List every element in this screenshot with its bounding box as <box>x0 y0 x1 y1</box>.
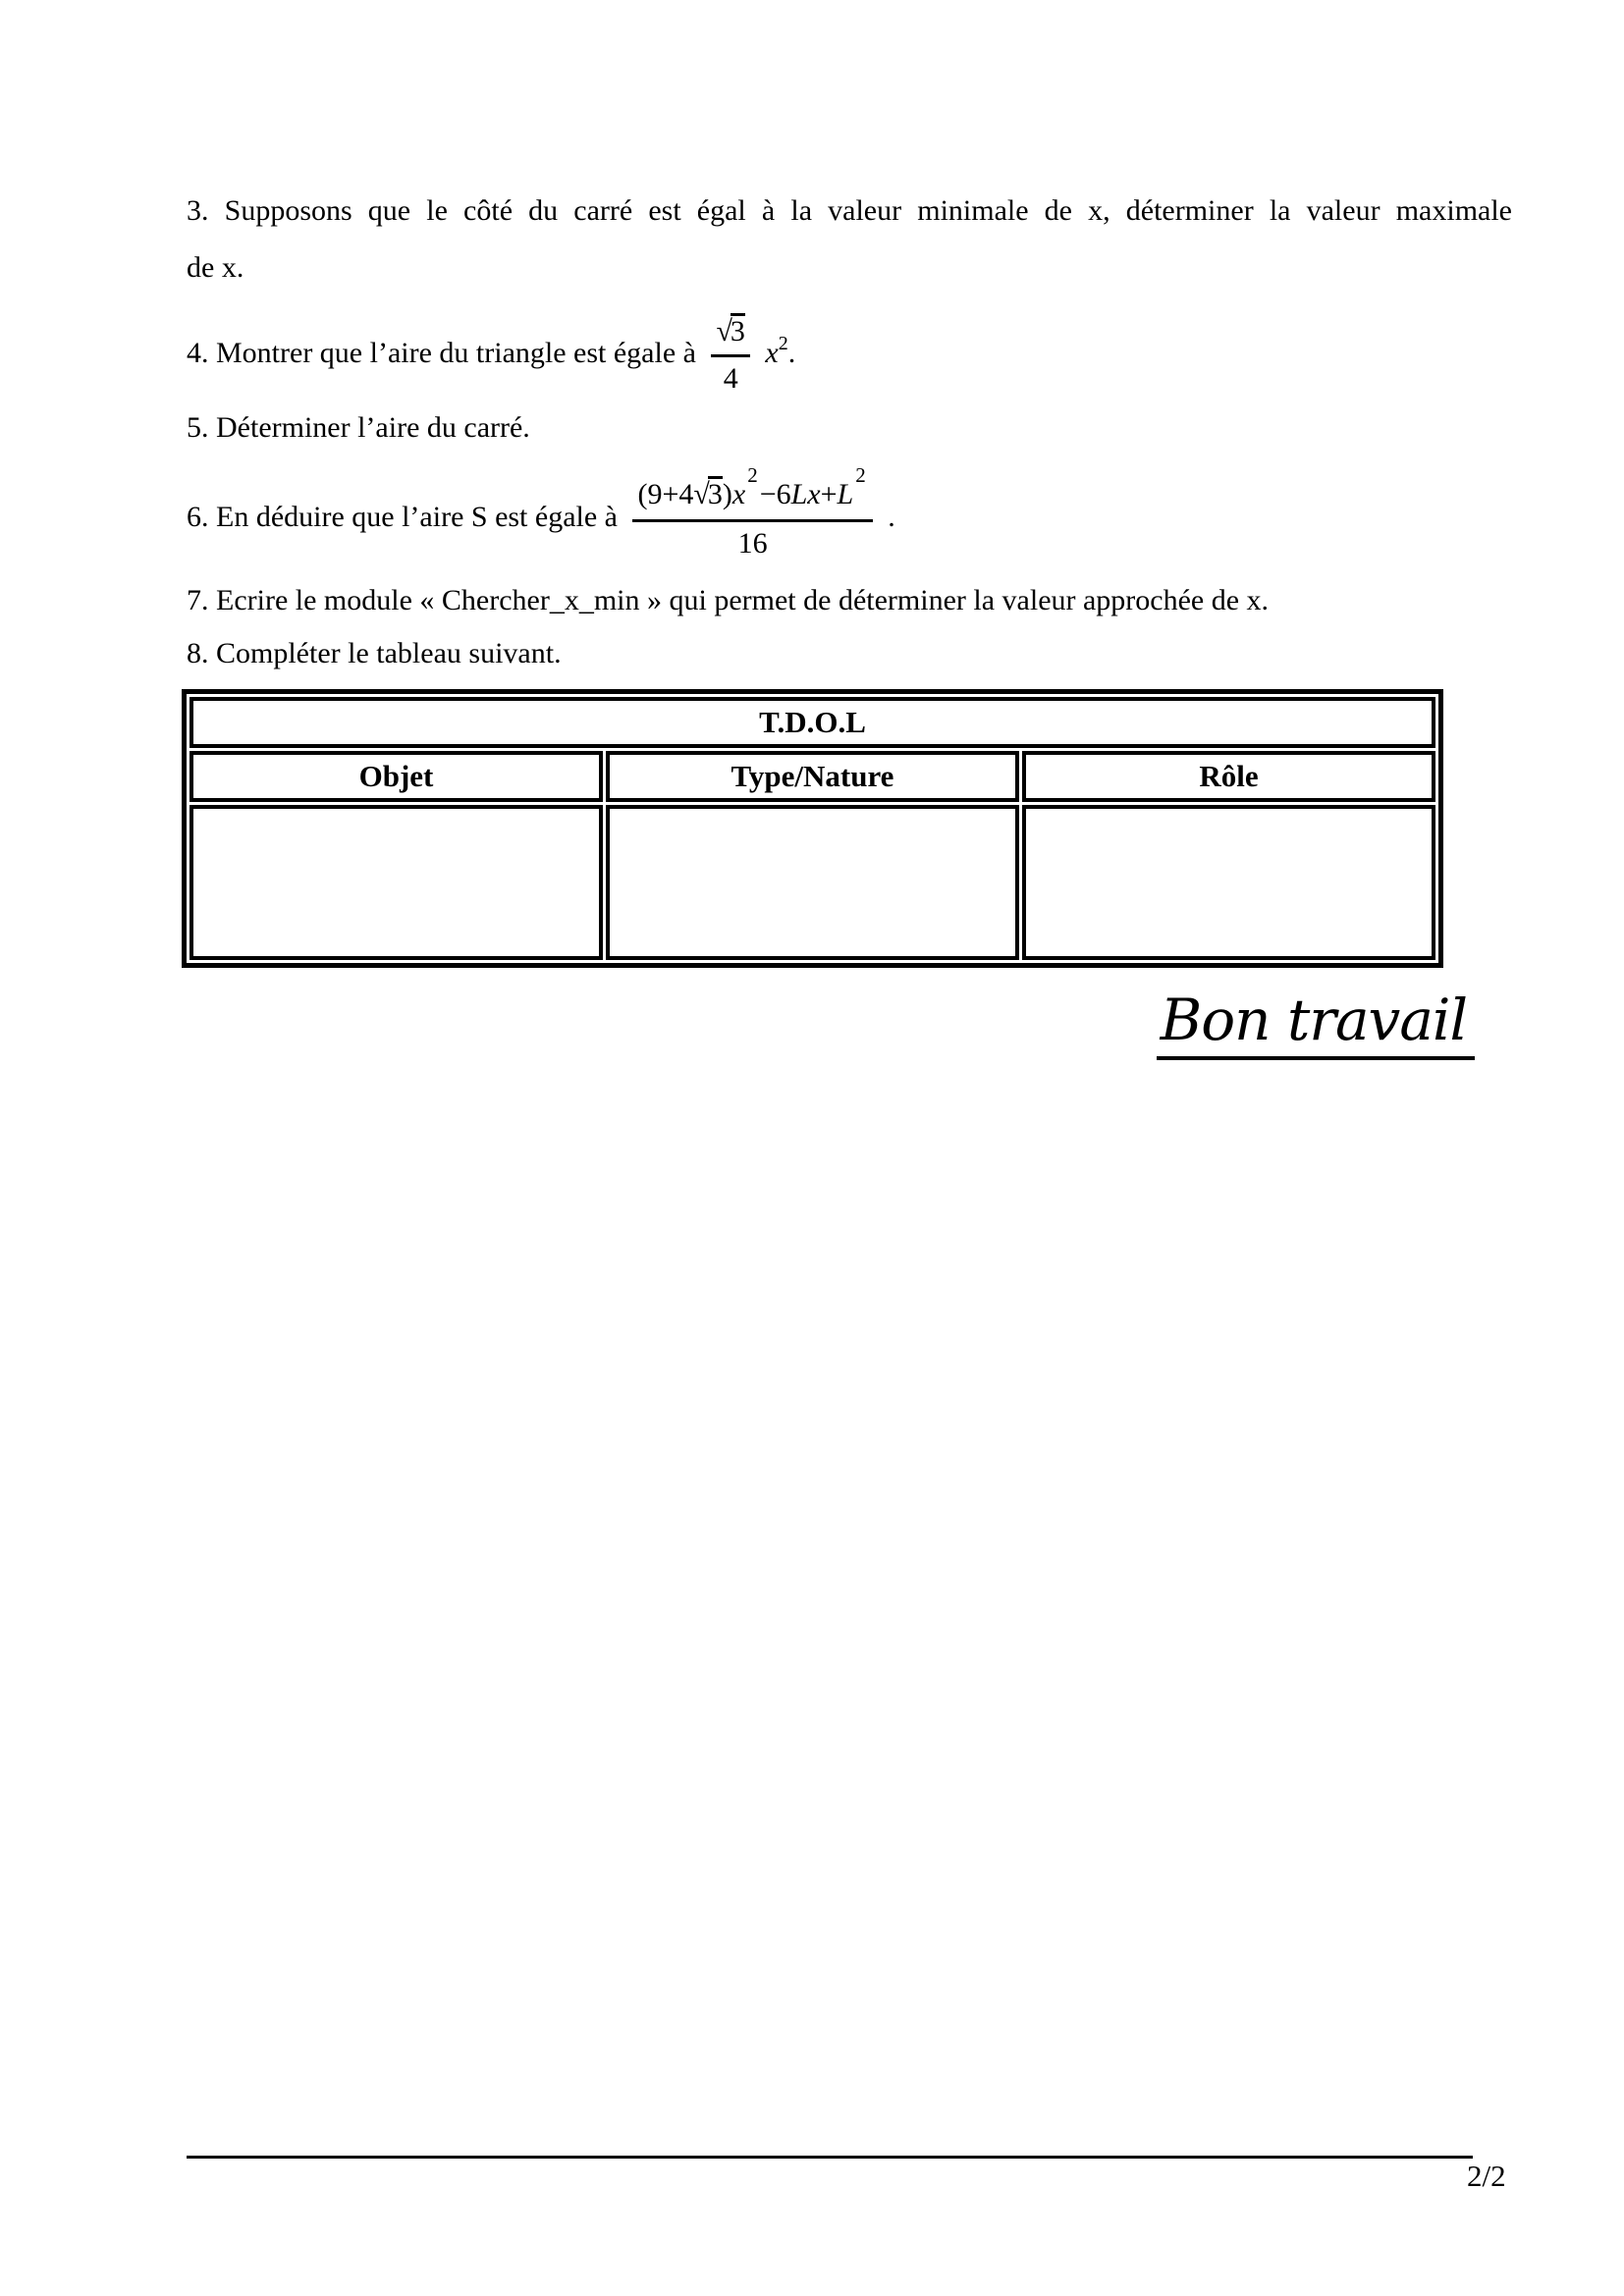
radicand: 3 <box>730 315 745 347</box>
table-cell-type-nature <box>606 805 1019 960</box>
question-6 <box>187 463 1512 563</box>
numerator-open: (9+4 <box>637 478 694 510</box>
table-title-row <box>189 697 1435 748</box>
exponent: 2 <box>855 463 866 487</box>
fraction-numerator <box>632 463 872 522</box>
math-variable-x: x <box>731 478 746 510</box>
numerator-close: ) <box>722 478 732 510</box>
table-title: T.D.O.L <box>189 697 1435 748</box>
period: . <box>888 500 895 533</box>
exponent: 2 <box>747 463 758 487</box>
question-4-variable-term <box>765 332 796 369</box>
question-4-text: 4. Montrer que l’aire du triangle est égale à <box>187 336 696 369</box>
exponent: 2 <box>778 332 788 354</box>
question-8: 8. Compléter le tableau suivant. <box>187 637 562 669</box>
table-cell-objet <box>189 805 603 960</box>
table-header-role: Rôle <box>1022 751 1435 802</box>
page-number: 2/2 <box>1467 2159 1506 2193</box>
question-5: 5. Déterminer l’aire du carré. <box>187 411 530 444</box>
radical-sign-icon: √ <box>693 478 708 510</box>
radical-sign-icon: √ <box>716 315 731 347</box>
math-variable-L: L <box>837 478 854 510</box>
question-6-text: 6. En déduire que l’aire S est égale à <box>187 500 618 533</box>
question-7: 7. Ecrire le module « Chercher_x_min » qui permet de déterminer la valeur approchée de x. <box>187 584 1270 616</box>
question-3-line2: de x. <box>187 251 244 284</box>
table-header-objet: Objet <box>189 751 603 802</box>
fraction-sqrt3-over-4 <box>711 312 749 399</box>
question-3 <box>187 183 1512 296</box>
question-4 <box>187 312 1512 399</box>
numerator-minus-term: −6 <box>759 478 791 510</box>
table-header-row <box>189 751 1435 802</box>
table-row <box>189 805 1435 960</box>
math-variable-Lx: Lx <box>790 478 821 510</box>
fraction-numerator <box>711 312 749 357</box>
footer-rule <box>187 2156 1473 2159</box>
period: . <box>787 336 796 369</box>
table-cell-role <box>1022 805 1435 960</box>
radicand: 3 <box>707 478 723 510</box>
question-3-line1: 3. Supposons que le côté du carré est égal à la valeur minimale de x, déterminer la valeur maximale <box>187 194 1512 227</box>
fraction-area-expression <box>632 463 872 563</box>
table-header-type-nature: Type/Nature <box>606 751 1019 802</box>
fraction-denominator: 4 <box>723 362 738 395</box>
numerator-plus: + <box>820 478 838 510</box>
fraction-denominator: 16 <box>737 527 768 560</box>
math-variable-x: x <box>765 336 779 369</box>
tdol-table <box>182 689 1443 968</box>
closing-message: Bon travail <box>1157 989 1475 1060</box>
